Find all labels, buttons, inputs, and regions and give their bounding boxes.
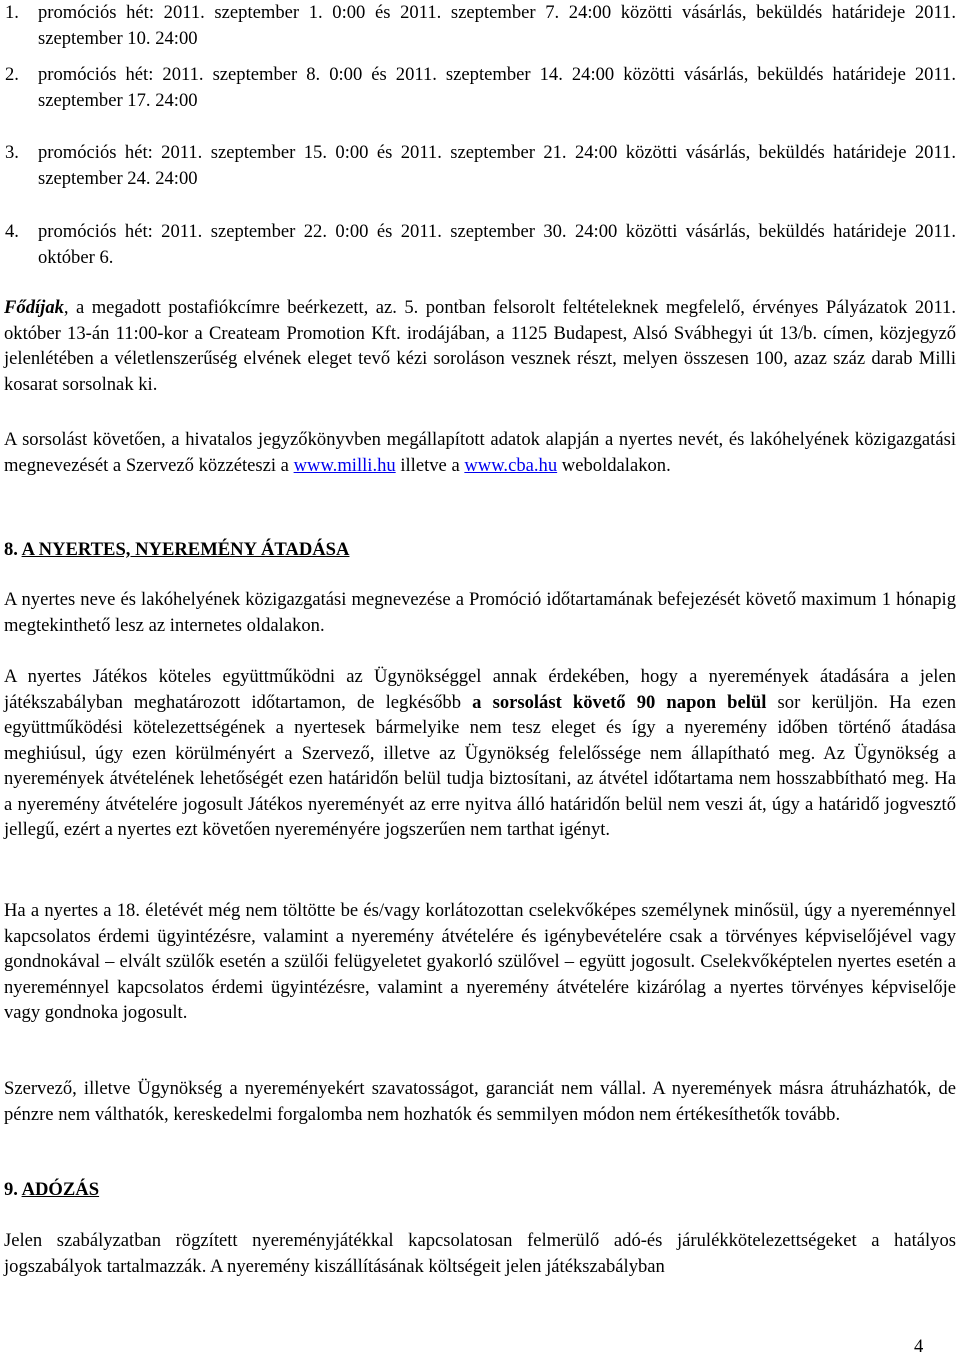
section-number: 8. [4,539,18,560]
section-title: ADÓZÁS [21,1179,100,1200]
announcement-text-end: weboldalakon. [557,454,671,476]
promo-week-item [5,140,956,191]
cba-link[interactable]: www.cba.hu [464,454,558,476]
paragraph-text: A nyertes neve és lakóhelyének közigazgatási megnevezése a Promóció időtartamának befejezését követő maximum 1 hónapig megtekinthető lesz az internetes oldalakon. [4,589,956,636]
section-8-paragraph-1 [4,587,956,638]
list-number: 3. [5,142,19,163]
section-8-paragraph-3 [4,898,956,1026]
list-item-text: promóciós hét: 2011. szeptember 22. 0:00 és 2011. szeptember 30. 24:00 közötti vásárlás, beküldés határideje 2011. október 6. [38,221,956,268]
announcement-paragraph [4,427,956,478]
paragraph-text: Jelen szabályzatban rögzített nyereményjátékkal kapcsolatosan felmerülő adó-és járulékkötelezettségeket a hatályos jogszabályok tartalmazzák. A nyeremény kiszállításának költségeit jelen játékszabályban [4,1230,956,1277]
paragraph-text-rest: sor kerüljön. Ha ezen együttműködési kötelezettségének a nyertesek bármelyike nem tesz eleget és így a nyeremény időben történő átadása meghiúsul, úgy ezen körülményért a Szervező, illetve az Ügynökség felelőssége nem állapítható meg. Az Ügynökség a nyeremények átvételének lehetőségét ezen határidőn belül tudja biztosítani, az átvétel időtartama nem hosszabbítható meg. Ha a nyeremény átvételére jogosult Játékos nyereményét az erre nyitva álló határidőn belül nem veszi át, úgy a határidő jogvesztő jellegű, ezért a nyertes ezt követően nyereményére jogszerűen nem tarthat igényt. [4,691,957,840]
section-9-paragraph-1 [4,1228,956,1279]
deadline-emphasis: a sorsolást követő 90 napon belül [472,691,767,713]
announcement-text: A sorsolást követően, a hivatalos jegyzőkönyvben megállapított adatok alapján a nyertes nevét, és lakóhelyének közigazgatási megnevezését a Szervező közzéteszi a [4,429,956,476]
list-number: 4. [5,221,19,242]
main-prizes-paragraph [4,295,956,397]
list-number: 2. [5,64,19,85]
paragraph-text: Szervező, illetve Ügynökség a nyereményekért szavatosságot, garanciát nem vállal. A nyeremények másra átruházhatók, de pénzre nem válthatók, kereskedelmi forgalomba nem hozhatók és semmilyen módon nem értékesíthetők tovább. [4,1078,956,1125]
main-prizes-text: , a megadott postafiókcímre beérkezett, az. 5. pontban felsorolt feltételeknek megfelelő, érvényes Pályázatok 2011. október 13-án 11:00-kor a Createam Promotion Kft. irodájában, a 1125 Budapest, Alsó Svábhegyi út 13/b. címen, közjegyző jelenlétében a véletlenszerűség elvének eleget tevő kézi soroláson vesznek részt, melyen összesen 100, azaz száz darab Milli kosarat sorsolnak ki. [4,297,956,395]
announcement-text-middle: illetve a [395,454,465,476]
section-8-paragraph-2 [4,664,956,843]
list-item-text: promóciós hét: 2011. szeptember 8. 0:00 és 2011. szeptember 14. 24:00 közötti vásárlás, beküldés határideje 2011. szeptember 17. 24:00 [38,64,956,111]
section-title: A NYERTES, NYEREMÉNY ÁTADÁSA [21,539,350,560]
section-9-heading [4,1177,956,1203]
paragraph-text: Ha a nyertes a 18. életévét még nem töltötte be és/vagy korlátozottan cselekvőképes személynek minősül, úgy a nyereménnyel kapcsolatos érdemi ügyintézésre, valamint a nyeremény átvételére és igénybevételére csak a törvényes képviselőjével vagy gondnokával – elvált szülők esetén a szülői felügyeletet gyakorló szülővel – együtt jogosult. Cselekvőképtelen nyertes esetén a nyereménnyel kapcsolatos érdemi ügyintézésre, valamint a nyeremény átvételére kizárólag a nyertes törvényes képviselője vagy gondnoka jogosult. [4,900,956,1023]
promo-week-item [5,62,956,113]
promo-week-item [5,0,956,51]
page-number: 4 [914,1336,924,1357]
section-8-paragraph-4 [4,1076,956,1127]
paragraph-text: A nyertes Játékos köteles együttműködni az Ügynökséggel annak érdekében, hogy a nyeremények átadására a jelen játékszabályban meghatározott időtartamon, de legkésőbb [4,666,956,713]
section-8-heading [4,537,956,563]
section-number: 9. [4,1179,18,1200]
list-item-text: promóciós hét: 2011. szeptember 15. 0:00 és 2011. szeptember 21. 24:00 közötti vásárlás, beküldés határideje 2011. szeptember 24. 24:00 [38,142,956,189]
milli-link[interactable]: www.milli.hu [293,454,396,476]
promo-week-item [5,219,956,270]
list-item-text: promóciós hét: 2011. szeptember 1. 0:00 és 2011. szeptember 7. 24:00 közötti vásárlás, beküldés határideje 2011. szeptember 10. 24:00 [38,2,956,49]
main-prizes-label: Fődíjak [4,297,64,318]
list-number: 1. [5,2,19,23]
